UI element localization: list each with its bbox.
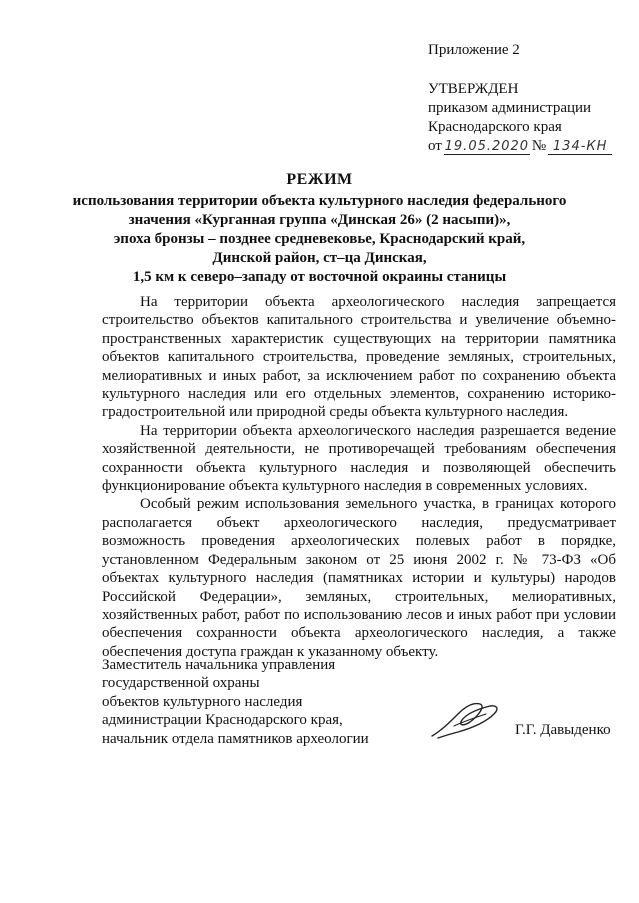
signoff-line-4: администрации Краснодарского края, <box>102 712 343 729</box>
signoff-line-2: государственной охраны <box>102 675 260 692</box>
title-line-2: значения «Курганная группа «Динская 26» (2 насыпи)», <box>128 212 511 228</box>
title-line-3: эпоха бронзы – позднее средневековье, Краснодарский край, <box>113 231 526 247</box>
title-line-4: Динской район, ст–ца Динская, <box>212 250 427 266</box>
signoff-line-3: объектов культурного наследия <box>102 693 303 710</box>
order-line-1: приказом администрации <box>428 100 592 116</box>
order-from-label: от <box>428 138 442 154</box>
title-line-1: использования территории объекта культурного наследия федерального <box>72 193 567 209</box>
title-heading: РЕЖИМ <box>286 171 353 188</box>
order-number: 134-КН <box>548 140 612 155</box>
signoff-line-1: Заместитель начальника управления <box>102 657 336 673</box>
approved-label: УТВЕРЖДЕН <box>428 81 519 97</box>
order-number-label: № <box>531 138 547 154</box>
paragraph-2: На территории объекта археологического наследия разрешается ведение хозяйственной деятельности, не противоречащей требованиям обеспечения сохранности объекта культурного наследия и позволяющей обеспечить функционирование объекта культурного наследия в современных условиях. <box>102 422 616 495</box>
document-title <box>60 170 579 287</box>
signer-name: Г.Г. Давыденко <box>515 722 611 738</box>
title-line-5: 1,5 км к северо–западу от восточной окраины станицы <box>132 269 507 285</box>
order-reference <box>428 137 612 156</box>
document-body <box>102 293 616 661</box>
signoff-line-5: начальник отдела памятников археологии <box>102 730 369 747</box>
appendix-label: Приложение 2 <box>428 42 520 58</box>
paragraph-3: Особый режим использования земельного участка, в границах которого располагается объект археологического наследия, предусматривает возможность проведения археологических полевых работ в порядке, установленном Федеральным законом от 25 июня 2002 г. № 73-ФЗ «Об объектах культурного наследия (памятниках истории и культуры) народов Российской Федерации», земляных, строительных, мелиоративных, хозяйственных работ, работ по использованию лесов и иных работ при условии обеспечения сохранности объекта археологического наследия, а также обеспечения доступа граждан к указанному объекту. <box>102 496 616 660</box>
paragraph-1: На территории объекта археологического наследия запрещается строительство объектов капитального строительства и увеличение объемно-пространственных характеристик существующих на территории памятника объектов капитального строительства, проведение земляных, строительных, мелиоративных и иных работ, за исключением работ по сохранению объекта культурного наследия или его отдельных элементов, сохранению историко-градостроительной или природной среды объекта культурного наследия. <box>102 294 616 421</box>
order-line-2: Краснодарского края <box>428 119 562 135</box>
signoff-block <box>102 656 369 748</box>
order-date: 19.05.2020 <box>444 139 530 154</box>
handwritten-signature <box>428 696 508 742</box>
approval-block <box>428 80 612 156</box>
